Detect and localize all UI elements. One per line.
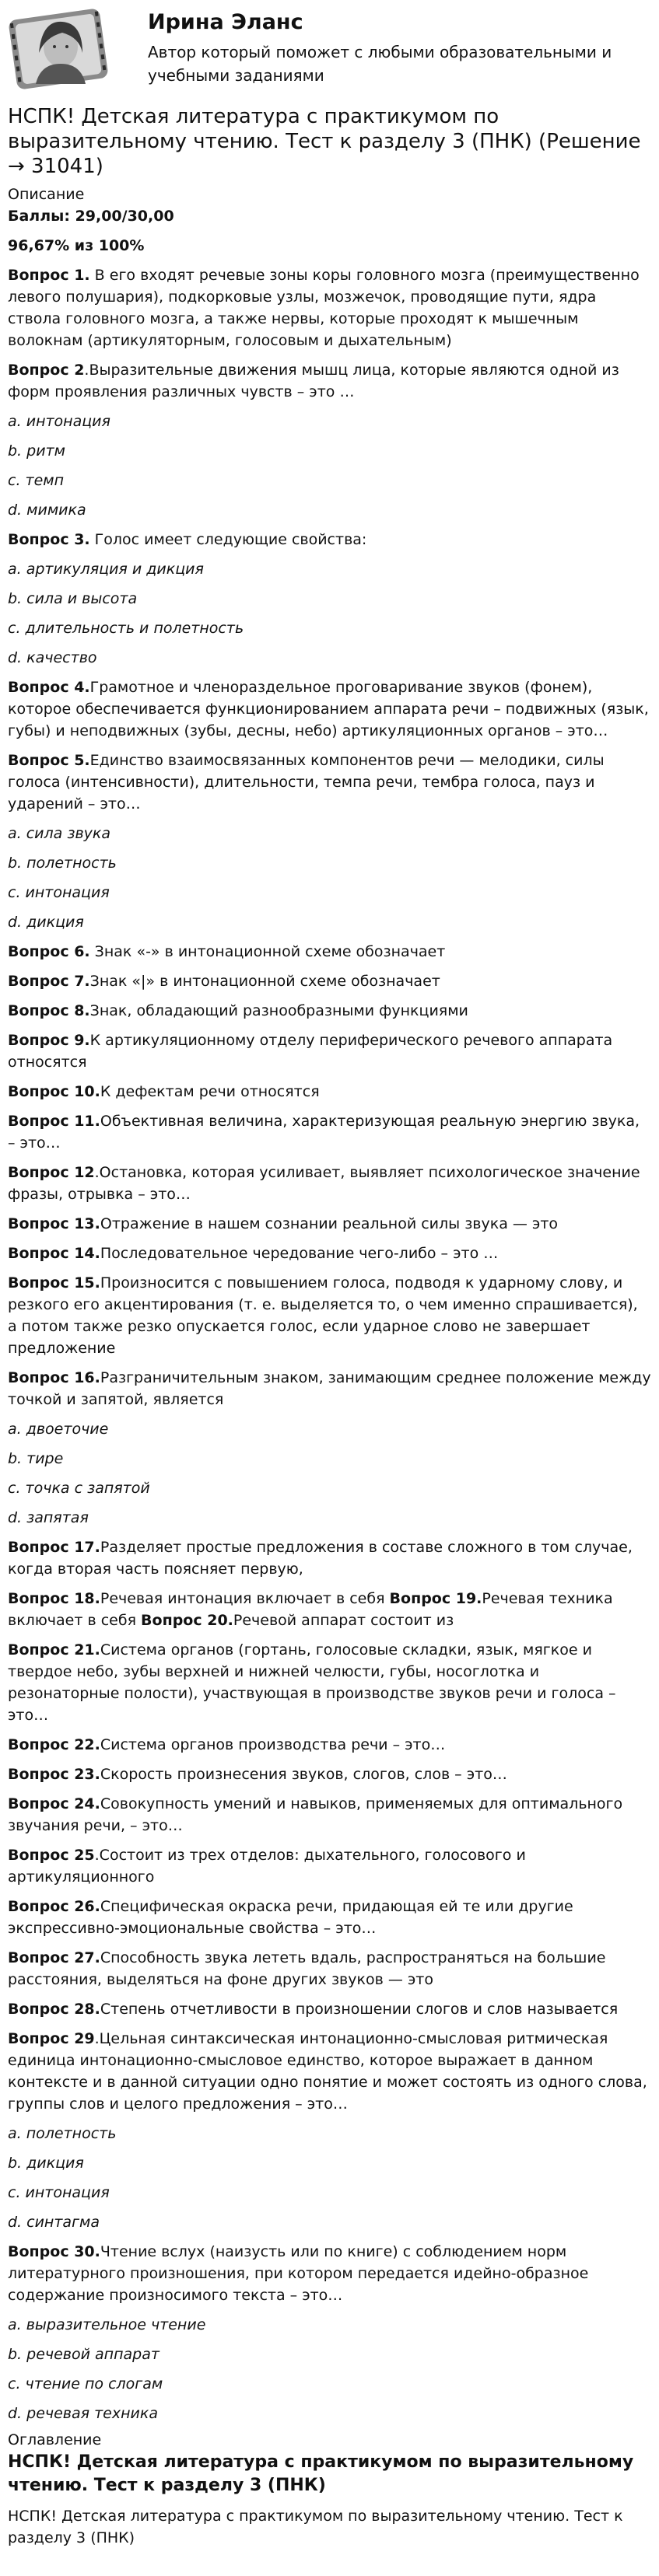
question-item xyxy=(8,1896,651,1939)
author-header xyxy=(8,0,651,95)
question-item xyxy=(8,970,651,992)
answer-option: c. темп xyxy=(8,472,65,489)
percent: 96,67% из 100% xyxy=(8,237,145,254)
question-number: Вопрос 8. xyxy=(8,1002,90,1019)
question-item xyxy=(8,1793,651,1837)
question-list xyxy=(8,264,651,2424)
answer-option: a. двоеточие xyxy=(8,1421,109,1438)
question-number: Вопрос 15. xyxy=(8,1274,100,1291)
question-number: Вопрос 19. xyxy=(389,1590,482,1607)
question-item xyxy=(8,1000,651,1022)
question-text: Речевая интонация включает в себя xyxy=(100,1590,390,1607)
question-text: Последовательное чередование чего-либо – это … xyxy=(100,1245,499,1262)
question-text: В его входят речевые зоны коры головного мозга (преимущественно левого полушария), подкорковые узлы, мозжечок, проводящие пути, ядра ствола головного мозга, а также нервы, которые проходят к мышечным волокнам (артикуляторным, голосовым и дыхательным) xyxy=(8,267,640,349)
question-item xyxy=(8,1367,651,1410)
answer-option: b. тире xyxy=(8,1450,64,1467)
answer-option: d. дикция xyxy=(8,914,84,931)
question-item xyxy=(8,1763,651,1785)
question-item xyxy=(8,1998,651,2020)
question-number: Вопрос 13. xyxy=(8,1215,100,1232)
answer-option: a. сила звука xyxy=(8,825,111,842)
question-text: Степень отчетливости в произношении слогов и слов называется xyxy=(100,2001,619,2018)
question-number: Вопрос 5. xyxy=(8,752,90,769)
answer-option: d. речевая техника xyxy=(8,2405,159,2422)
question-number: Вопрос 30. xyxy=(8,2243,100,2260)
question-number: Вопрос 22. xyxy=(8,1736,100,1753)
question-item xyxy=(8,529,651,551)
question-number: Вопрос 17. xyxy=(8,1539,100,1556)
question-number: Вопрос 20. xyxy=(141,1612,233,1629)
question-text: Совокупность умений и навыков, применяемых для оптимального звучания речи, – это… xyxy=(8,1795,623,1834)
question-text: Грамотное и членораздельное проговаривание звуков (фонем), которое обеспечивается функционированием аппарата речи – подвижных (язык, губы) и неподвижных (зубы, десны, небо) артикуляционных органов – это… xyxy=(8,679,649,739)
answer-option: b. сила и высота xyxy=(8,590,138,607)
question-item xyxy=(8,2028,651,2115)
question-text: Речевая техника включает в себя xyxy=(8,1590,613,1629)
answer-option: c. чтение по слогам xyxy=(8,2375,163,2392)
question-number: Вопрос 16. xyxy=(8,1369,100,1386)
question-text: .Цельная синтаксическая интонационно-смысловая ритмическая единица интонационно-смысловое единство, которое выражает в данном контексте и в данной ситуации одно понятие и может состоять из одного слова, группы слов и целого предложения – это… xyxy=(8,2030,647,2113)
question-item xyxy=(8,1081,651,1103)
score: Баллы: 29,00/30,00 xyxy=(8,208,174,225)
question-item xyxy=(8,1734,651,1756)
question-item xyxy=(8,359,651,403)
question-text: К дефектам речи относятся xyxy=(100,1083,320,1100)
question-item xyxy=(8,676,651,742)
question-number: Вопрос 14. xyxy=(8,1245,100,1262)
question-item xyxy=(8,1588,651,1631)
question-item xyxy=(8,264,651,351)
question-item xyxy=(8,1243,651,1264)
question-text: Специфическая окраска речи, придающая ей те или другие экспрессивно-эмоциональные свойства – это… xyxy=(8,1898,573,1937)
question-number: Вопрос 10. xyxy=(8,1083,100,1100)
question-item xyxy=(8,1162,651,1205)
question-item xyxy=(8,1536,651,1580)
question-text: Знак «-» в интонационной схеме обозначает xyxy=(89,943,446,960)
question-item xyxy=(8,941,651,963)
toc-label: Оглавление xyxy=(8,2431,102,2448)
question-text: .Остановка, которая усиливает, выявляет психологическое значение фразы, отрывка – это… xyxy=(8,1164,640,1203)
question-text: Знак, обладающий разнообразными функциями xyxy=(89,1002,468,1019)
question-text: Разграничительным знаком, занимающим среднее положение между точкой и запятой, является xyxy=(8,1369,651,1408)
answer-option: d. качество xyxy=(8,649,97,666)
answer-option: c. интонация xyxy=(8,2184,110,2201)
question-number: Вопрос 18. xyxy=(8,1590,100,1607)
question-text: Система органов (гортань, голосовые складки, язык, мягкое и твердое небо, зубы верхней и нижней челюсти, губы, носоглотка и резонаторные полости), участвующая в производстве звуков речи и голоса – это… xyxy=(8,1641,616,1724)
question-text: Объективная величина, характеризующая реальную энергию звука, – это… xyxy=(8,1113,640,1152)
answer-option: c. точка с запятой xyxy=(8,1480,150,1497)
question-text: Способность звука лететь вдаль, распространяться на большие расстояния, выделяться на фоне других звуков — это xyxy=(8,1949,606,1988)
question-number: Вопрос 9. xyxy=(8,1032,90,1049)
question-text: Единство взаимосвязанных компонентов речи — мелодики, силы голоса (интенсивности), длительности, темпа речи, тембра голоса, пауз и ударений – это… xyxy=(8,752,605,813)
question-number: Вопрос 12 xyxy=(8,1164,95,1181)
author-description: Автор который поможет с любыми образовательными и учебными заданиями xyxy=(148,43,612,85)
question-number: Вопрос 25 xyxy=(8,1847,95,1864)
answer-option: a. выразительное чтение xyxy=(8,2316,206,2333)
question-text: Голос имеет следующие свойства: xyxy=(89,531,367,548)
answer-option: c. длительность и полетность xyxy=(8,620,244,637)
question-text: Скорость произнесения звуков, слогов, слов – это… xyxy=(100,1766,507,1783)
question-number: Вопрос 27. xyxy=(8,1949,100,1966)
avatar xyxy=(8,6,109,92)
question-number: Вопрос 3. xyxy=(8,531,90,548)
question-text: Система органов производства речи – это… xyxy=(100,1736,446,1753)
question-number: Вопрос 28. xyxy=(8,2001,100,2018)
answer-option: b. полетность xyxy=(8,855,117,872)
question-text: .Выразительные движения мышц лица, которые являются одной из форм проявления различных чувств – это … xyxy=(8,362,619,400)
question-number: Вопрос 24. xyxy=(8,1795,100,1812)
question-number: Вопрос 23. xyxy=(8,1766,100,1783)
answer-option: c. интонация xyxy=(8,884,110,901)
answer-option: d. запятая xyxy=(8,1509,89,1526)
question-item xyxy=(8,1947,651,1991)
question-text: .Состоит из трех отделов: дыхательного, голосового и артикуляционного xyxy=(8,1847,526,1886)
question-number: Вопрос 2 xyxy=(8,362,85,379)
question-text: Отражение в нашем сознании реальной силы звука — это xyxy=(100,1215,559,1232)
question-text: Знак «|» в интонационной схеме обозначает xyxy=(89,973,440,990)
document-title: НСПК! Детская литература с практикумом по выразительному чтению. Тест к разделу 3 (ПНК) (Решение → 31041) xyxy=(8,105,641,178)
answer-option: a. полетность xyxy=(8,2125,117,2142)
question-number: Вопрос 1. xyxy=(8,267,90,284)
question-number: Вопрос 7. xyxy=(8,973,90,990)
answer-option: b. речевой аппарат xyxy=(8,2346,159,2363)
answer-option: d. мимика xyxy=(8,502,86,519)
answer-option: d. синтагма xyxy=(8,2214,100,2231)
question-text: Речевой аппарат состоит из xyxy=(233,1612,454,1629)
toc-title: НСПК! Детская литература с практикумом по выразительному чтению. Тест к разделу 3 (ПНК) xyxy=(8,2452,634,2495)
question-number: Вопрос 21. xyxy=(8,1641,100,1658)
question-text: Произносится с повышением голоса, подводя к ударному слову, и резкого его акцентирования (т. е. выделяется то, о чем именно спрашивается), а потом также резко опускается голос, если ударное слово не завершает предложение xyxy=(8,1274,638,1357)
question-number: Вопрос 11. xyxy=(8,1113,100,1130)
answer-option: b. дикция xyxy=(8,2155,84,2172)
answer-option: b. ритм xyxy=(8,442,65,460)
question-text: К артикуляционному отделу периферического речевого аппарата относятся xyxy=(8,1032,613,1071)
question-text: Разделяет простые предложения в составе сложного в том случае, когда вторая часть поясняет первую, xyxy=(8,1539,633,1578)
question-item xyxy=(8,750,651,815)
question-item xyxy=(8,1844,651,1888)
question-item xyxy=(8,1639,651,1726)
question-item xyxy=(8,1272,651,1359)
question-item xyxy=(8,2241,651,2306)
question-number: Вопрос 6. xyxy=(8,943,90,960)
question-text: Чтение вслух (наизусть или по книге) с соблюдением норм литературного произношения, при котором передается идейно-образное содержание произносимого текста – это… xyxy=(8,2243,589,2304)
description-label: Описание xyxy=(8,186,85,203)
answer-option: a. артикуляция и дикция xyxy=(8,561,204,578)
question-item xyxy=(8,1213,651,1235)
avatar-frame-icon xyxy=(8,6,109,92)
question-item xyxy=(8,1029,651,1073)
question-number: Вопрос 29 xyxy=(8,2030,95,2047)
question-number: Вопрос 26. xyxy=(8,1898,100,1915)
toc-link[interactable]: НСПК! Детская литература с практикумом по выразительному чтению. Тест к разделу 3 (ПНК) xyxy=(8,2508,623,2546)
answer-option: a. интонация xyxy=(8,413,110,430)
question-number: Вопрос 4. xyxy=(8,679,90,696)
author-name: Ирина Эланс xyxy=(148,10,303,34)
question-item xyxy=(8,1110,651,1154)
